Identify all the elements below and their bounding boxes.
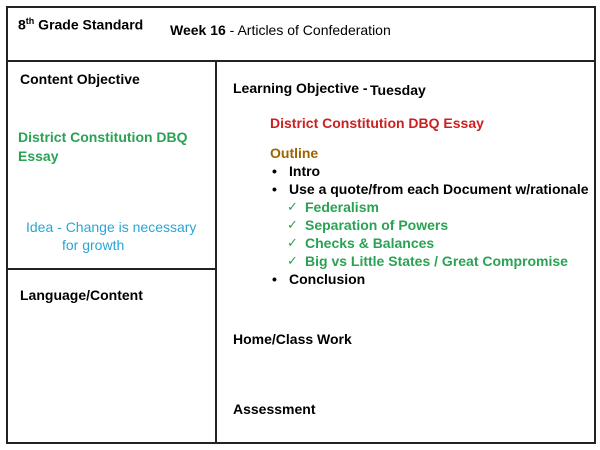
check-item: Big vs Little States / Great Compromise <box>305 253 568 269</box>
column-divider <box>215 60 217 444</box>
bullet-item: Conclusion <box>289 271 366 287</box>
bullet-icon: • <box>272 271 277 287</box>
bullet-icon: • <box>272 163 277 179</box>
bullet-item: Use a quote/from each Document w/rationale <box>289 181 589 197</box>
objective-line-1: District Constitution DBQ <box>18 129 188 145</box>
check-item: Federalism <box>305 199 379 215</box>
checkmark-icon: ✓ <box>287 253 298 268</box>
content-objective-heading: Content Objective <box>20 71 140 87</box>
language-content-heading: Language/Content <box>20 287 143 303</box>
left-section-divider <box>6 268 216 270</box>
check-item: Separation of Powers <box>305 217 449 233</box>
idea-line-2: for growth <box>62 237 125 253</box>
grade-standard-title: 8th Grade Standard <box>18 16 144 33</box>
home-class-work-heading: Home/Class Work <box>233 331 352 347</box>
checkmark-icon: ✓ <box>287 235 298 250</box>
bullet-item: Intro <box>289 163 321 179</box>
learning-objective-label: Learning Objective - <box>233 80 368 96</box>
assessment-heading: Assessment <box>233 401 316 417</box>
week-title: Week 16 - Articles of Confederation <box>170 22 391 38</box>
header-divider <box>6 60 596 62</box>
check-item: Checks & Balances <box>305 235 435 251</box>
idea-line-1: Idea - Change is necessary <box>26 219 197 235</box>
checkmark-icon: ✓ <box>287 217 298 232</box>
objective-line-2: Essay <box>18 148 59 164</box>
essay-title: District Constitution DBQ Essay <box>270 115 484 131</box>
day-label: Tuesday <box>370 82 426 98</box>
outline-heading: Outline <box>270 145 319 161</box>
bullet-icon: • <box>272 181 277 197</box>
checkmark-icon: ✓ <box>287 199 298 214</box>
